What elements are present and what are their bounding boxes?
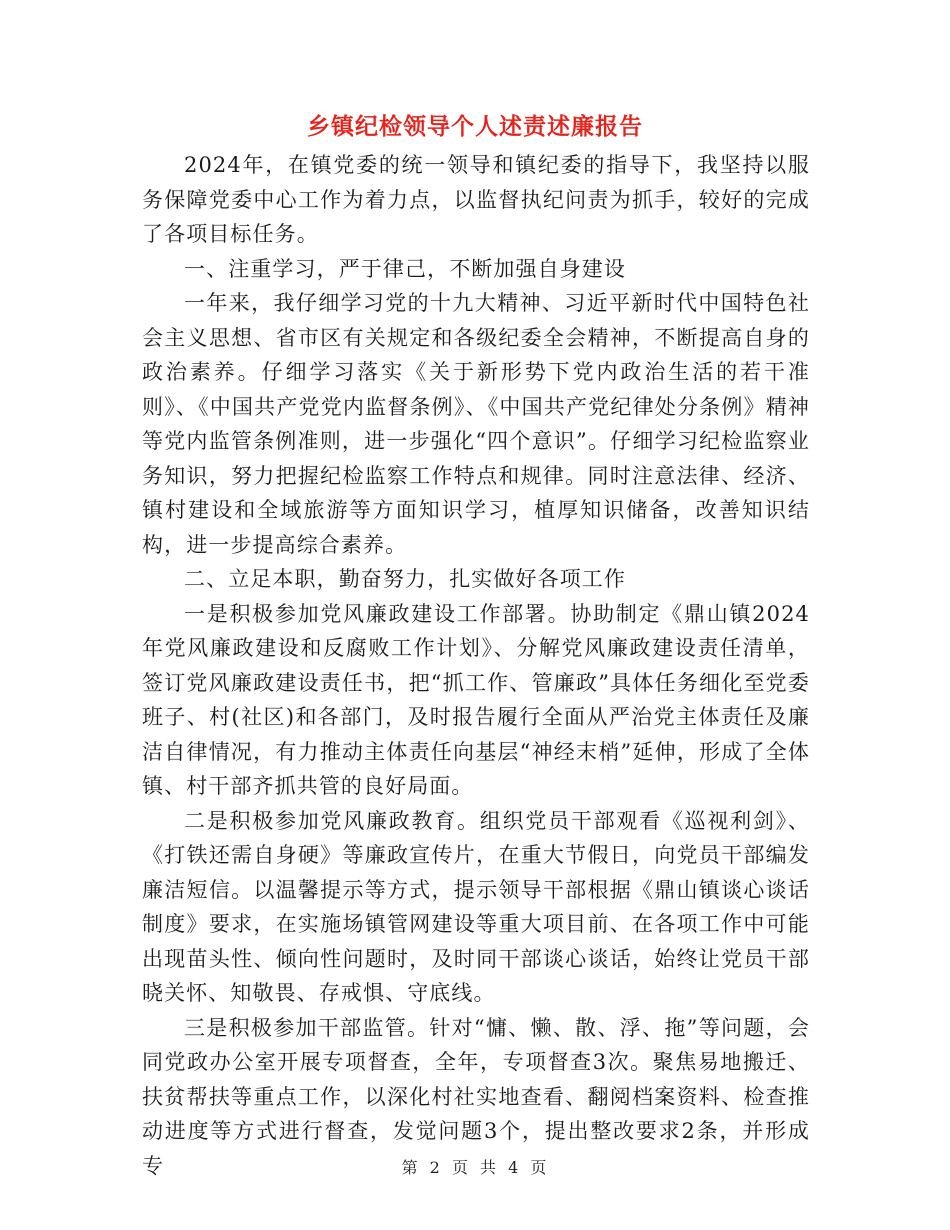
paragraph-study: 一年来，我仔细学习党的十九大精神、习近平新时代中国特色社会主义思想、省市区有关规定和各级纪委全会精神，不断提高自身的政治素养。仔细学习落实《关于新形势下党内政治生活的若干准则》、《中国共产党党内监督条例》、《中国共产党纪律处分条例》精神等党内监管条例准则，进一步强化“四个意识”。仔细学习纪检监察业务知识，努力把握纪检监察工作特点和规律。同时注意法律、经济、镇村建设和全域旅游等方面知识学习，植厚知识储备，改善知识结构，进一步提高综合素养。 — [142, 291, 810, 557]
page-title: 乡镇纪检领导个人述责述廉报告 — [307, 113, 643, 140]
paragraph-deployment: 一是积极参加党风廉政建设工作部署。协助制定《鼎山镇2024年党风廉政建设和反腐败工作计划》、分解党风廉政建设责任清单，签订党风廉政建设责任书，把“抓工作、管廉政”具体任务细化至党委班子、村(社区)和各部门，及时报告履行全面从严治党主体责任及廉洁自律情况，有力推动主体责任向基层“神经末梢”延伸，形成了全体镇、村干部齐抓共管的良好局面。 — [142, 601, 810, 798]
paragraph-supervision: 三是积极参加干部监管。针对“慵、懒、散、浮、拖”等问题，会同党政办公室开展专项督查，全年，专项督查3次。聚焦易地搬迁、扶贫帮扶等重点工作，以深化村社实地查看、翻阅档案资料、检查推动进度等方式进行督查，发觉问题3个，提出整改要求2条，并形成专 — [142, 1015, 810, 1178]
page-number: 第 2 页 共 4 页 — [401, 1158, 549, 1177]
paragraph-intro: 2024年，在镇党委的统一领导和镇纪委的指导下，我坚持以服务保障党委中心工作为着力点，以监督执纪问责为抓手，较好的完成了各项目标任务。 — [142, 153, 810, 246]
section-heading-2: 二、立足本职，勤奋努力，扎实做好各项工作 — [184, 567, 626, 591]
section-heading-1: 一、注重学习，严于律己，不断加强自身建设 — [184, 256, 626, 281]
paragraph-education: 二是积极参加党风廉政教育。组织党员干部观看《巡视利剑》、《打铁还需自身硬》等廉政宣传片，在重大节假日，向党员干部编发廉洁短信。以温馨提示等方式，提示领导干部根据《鼎山镇谈心谈话制度》要求，在实施场镇管网建设等重大项目前、在各项工作中可能出现苗头性、倾向性问题时，及时同干部谈心谈话，始终让党员干部晓关怀、知敬畏、存戒惧、守底线。 — [142, 808, 810, 1005]
document-body — [142, 148, 810, 1183]
